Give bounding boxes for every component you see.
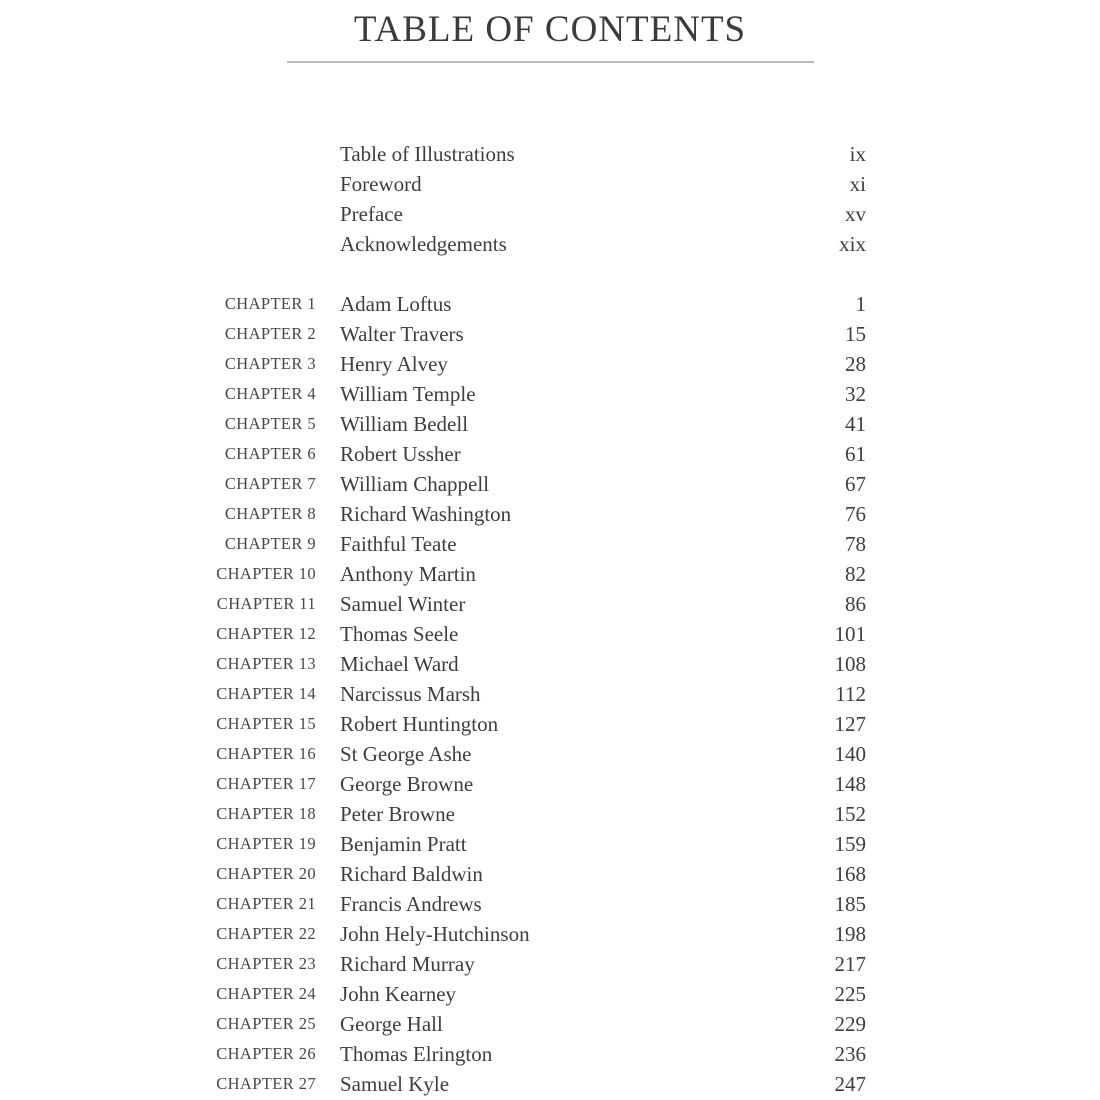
- chapter-label: CHAPTER 7: [224, 474, 316, 493]
- entry-title: William Chappell: [340, 471, 490, 496]
- toc-row: [213, 799, 866, 829]
- page-number: 217: [834, 951, 866, 976]
- entry-title: Faithful Teate: [340, 531, 457, 556]
- page-number: 76: [845, 501, 866, 526]
- toc-row: [213, 469, 866, 499]
- page-number: 168: [834, 861, 866, 886]
- chapter-label: CHAPTER 21: [216, 894, 316, 913]
- chapter-label: CHAPTER 4: [224, 384, 316, 403]
- page-number: 236: [834, 1041, 866, 1066]
- entry-title: Robert Ussher: [340, 441, 461, 466]
- entry-title: William Temple: [340, 381, 476, 406]
- toc-row: [213, 139, 866, 169]
- page-number: ix: [849, 141, 866, 166]
- page-number: 1: [855, 291, 866, 316]
- toc-row: [213, 229, 866, 259]
- page-number: 15: [845, 321, 866, 346]
- toc-row: [213, 1039, 866, 1069]
- page-number: 140: [834, 741, 866, 766]
- entry-title: Richard Baldwin: [340, 861, 483, 886]
- page-number: 28: [845, 351, 866, 376]
- toc-row: [213, 979, 866, 1009]
- toc-row: [213, 499, 866, 529]
- toc-row: [213, 739, 866, 769]
- chapter-label: CHAPTER 24: [216, 984, 316, 1003]
- entry-title: Samuel Winter: [340, 591, 466, 616]
- page-number: 152: [834, 801, 866, 826]
- toc-row: [213, 949, 866, 979]
- toc-row: [213, 379, 866, 409]
- entry-title: Richard Washington: [340, 501, 512, 526]
- toc-row: [213, 769, 866, 799]
- page-number: 148: [834, 771, 866, 796]
- chapter-label: CHAPTER 20: [216, 864, 316, 883]
- page-title: TABLE OF CONTENTS: [353, 9, 747, 50]
- chapter-label: CHAPTER 25: [216, 1014, 316, 1033]
- chapter-label: CHAPTER 14: [216, 684, 316, 703]
- chapter-label: CHAPTER 18: [216, 804, 316, 823]
- toc-row: [213, 319, 866, 349]
- page-number: 86: [845, 591, 866, 616]
- page-number: 229: [834, 1011, 866, 1036]
- entry-title: Walter Travers: [340, 321, 464, 346]
- toc-row: [213, 859, 866, 889]
- entry-title: John Hely-Hutchinson: [340, 921, 530, 946]
- toc-row: [213, 199, 866, 229]
- toc-row: [213, 649, 866, 679]
- toc-row: [213, 439, 866, 469]
- chapter-label: CHAPTER 27: [216, 1074, 316, 1093]
- page-number: 67: [845, 471, 866, 496]
- toc-row: [213, 679, 866, 709]
- page-number: xix: [839, 231, 866, 256]
- entry-title: John Kearney: [340, 981, 457, 1006]
- page-number: 185: [834, 891, 866, 916]
- entry-title: Thomas Seele: [340, 621, 459, 646]
- entry-title: Thomas Elrington: [340, 1041, 493, 1066]
- toc-row: [213, 409, 866, 439]
- entry-title: Samuel Kyle: [340, 1071, 450, 1096]
- entry-title: Anthony Martin: [340, 561, 476, 586]
- chapter-label: CHAPTER 17: [216, 774, 316, 793]
- toc-row: [213, 1069, 866, 1099]
- chapter-label: CHAPTER 16: [216, 744, 316, 763]
- page-number: 82: [845, 561, 866, 586]
- page-number: 108: [834, 651, 866, 676]
- front-matter-section: [213, 139, 866, 259]
- entry-title: Michael Ward: [340, 651, 459, 676]
- page-number: 32: [845, 381, 866, 406]
- toc-row: [213, 349, 866, 379]
- entry-title: Table of Illustrations: [340, 141, 515, 166]
- page-number: 247: [834, 1071, 866, 1096]
- toc-row: [213, 589, 866, 619]
- toc-row: [213, 1009, 866, 1039]
- chapter-label: CHAPTER 6: [224, 444, 316, 463]
- chapter-label: CHAPTER 23: [216, 954, 316, 973]
- page-number: 78: [845, 531, 866, 556]
- chapter-label: CHAPTER 1: [224, 294, 316, 313]
- page-number: 41: [845, 411, 866, 436]
- title-divider: [287, 61, 814, 63]
- entry-title: Henry Alvey: [340, 351, 448, 376]
- entry-title: Benjamin Pratt: [340, 831, 467, 856]
- entry-title: Peter Browne: [340, 801, 455, 826]
- entry-title: Foreword: [340, 171, 422, 196]
- toc-row: [213, 619, 866, 649]
- chapter-label: CHAPTER 19: [216, 834, 316, 853]
- entry-title: George Hall: [340, 1011, 443, 1036]
- toc-row: [213, 829, 866, 859]
- chapter-label: CHAPTER 5: [224, 414, 316, 433]
- chapter-label: CHAPTER 8: [224, 504, 316, 523]
- page-number: 225: [834, 981, 866, 1006]
- page-number: 159: [834, 831, 866, 856]
- entry-title: Narcissus Marsh: [340, 681, 481, 706]
- entry-title: Robert Huntington: [340, 711, 499, 736]
- entry-title: Adam Loftus: [340, 291, 452, 316]
- entry-title: Richard Murray: [340, 951, 475, 976]
- chapter-label: CHAPTER 26: [216, 1044, 316, 1063]
- toc-list: [213, 139, 866, 1099]
- toc-row: [213, 559, 866, 589]
- chapter-label: CHAPTER 11: [216, 594, 316, 613]
- chapter-label: CHAPTER 12: [216, 624, 316, 643]
- chapter-label: CHAPTER 22: [216, 924, 316, 943]
- toc-row: [213, 289, 866, 319]
- toc-row: [213, 919, 866, 949]
- toc-row: [213, 709, 866, 739]
- entry-title: George Browne: [340, 771, 474, 796]
- toc-row: [213, 529, 866, 559]
- chapter-label: CHAPTER 13: [216, 654, 316, 673]
- toc-row: [213, 169, 866, 199]
- entry-title: William Bedell: [340, 411, 469, 436]
- chapter-label: CHAPTER 9: [224, 534, 316, 553]
- page-number: 112: [835, 681, 866, 706]
- chapter-label: CHAPTER 2: [224, 324, 316, 343]
- page-number: 101: [834, 621, 866, 646]
- page-number: 198: [834, 921, 866, 946]
- entry-title: Acknowledgements: [340, 231, 507, 256]
- chapter-section: [213, 289, 866, 1099]
- entry-title: Preface: [340, 201, 403, 226]
- chapter-label: CHAPTER 10: [216, 564, 316, 583]
- toc-row: [213, 889, 866, 919]
- entry-title: St George Ashe: [340, 741, 472, 766]
- page-number: xv: [845, 201, 866, 226]
- page-number: 61: [845, 441, 866, 466]
- chapter-label: CHAPTER 3: [224, 354, 316, 373]
- chapter-label: CHAPTER 15: [216, 714, 316, 733]
- page-number: 127: [834, 711, 866, 736]
- entry-title: Francis Andrews: [340, 891, 482, 916]
- page-number: xi: [849, 171, 866, 196]
